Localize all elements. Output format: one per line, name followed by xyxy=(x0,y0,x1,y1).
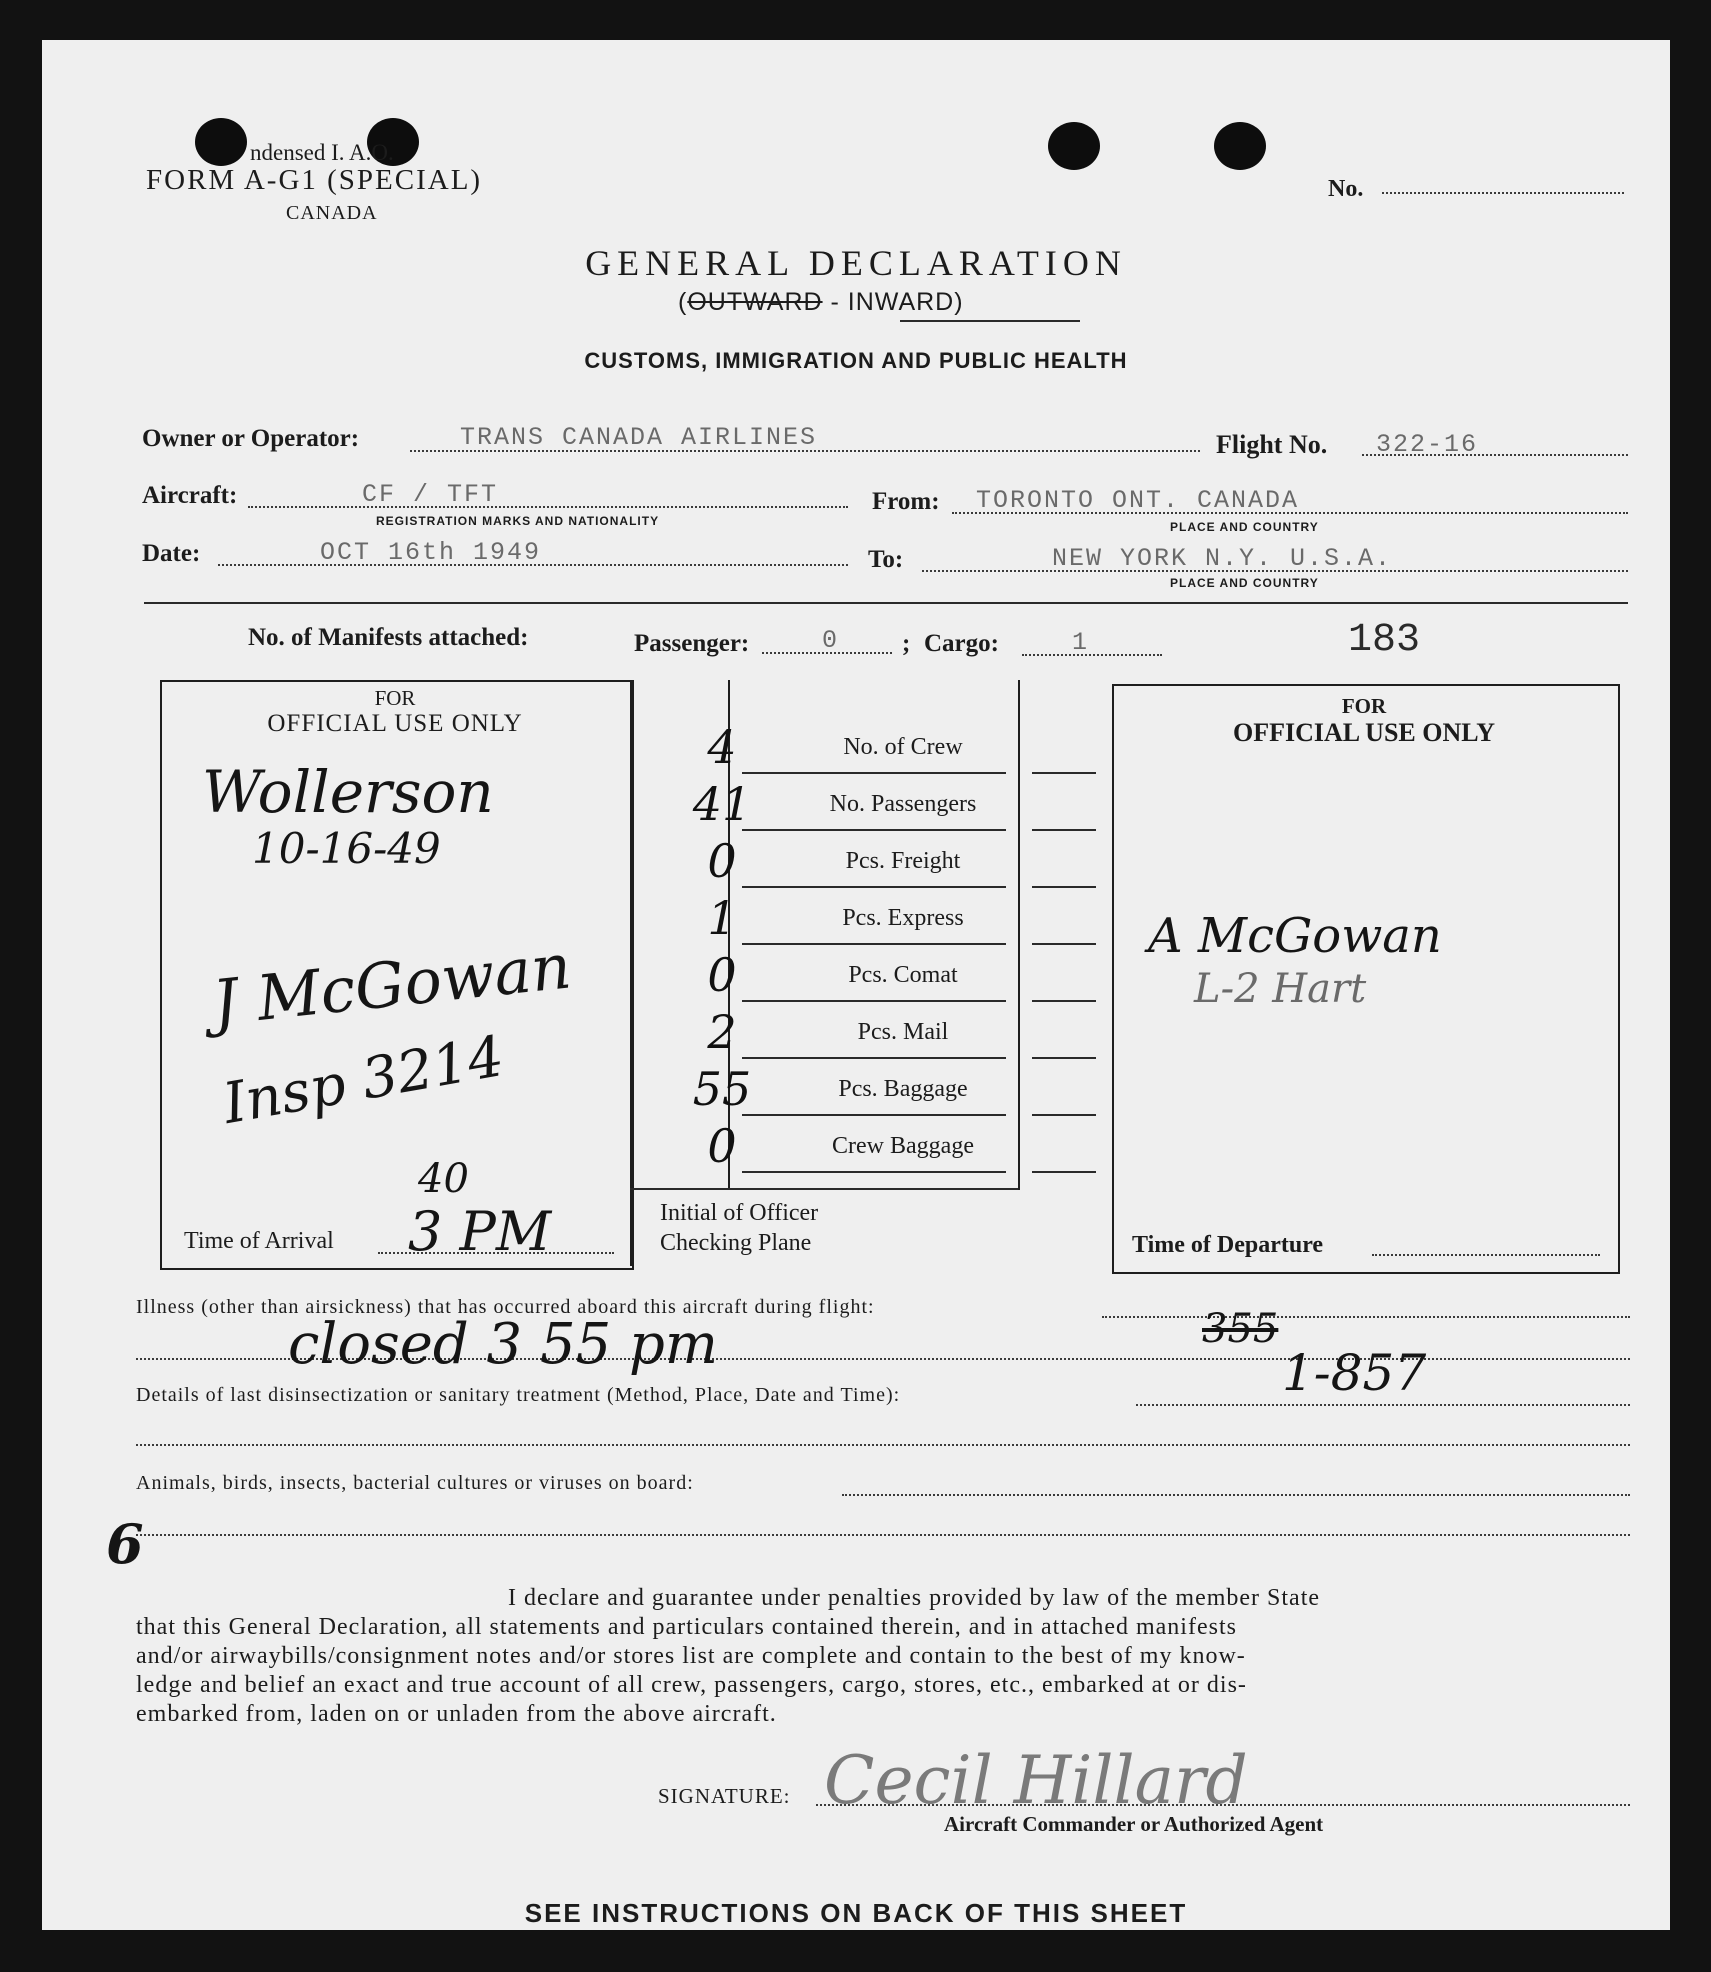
flight-label: Flight No. xyxy=(1216,430,1328,459)
footer-instructions: SEE INSTRUCTIONS ON BACK OF THIS SHEET xyxy=(524,1898,1188,1928)
from-caption: PLACE AND COUNTRY xyxy=(1170,520,1319,534)
aircraft-caption: REGISTRATION MARKS AND NATIONALITY xyxy=(376,514,660,528)
declaration-line3: and/or airwaybills/consignment notes and/or stores list are complete and contain to the best of my know- xyxy=(136,1643,1246,1669)
count-label: Pcs. Freight xyxy=(845,848,961,874)
disinsect-line xyxy=(1136,1404,1630,1406)
animals-line-2 xyxy=(136,1534,1630,1536)
outward-inward: (OUTWARD - INWARD) xyxy=(678,288,964,316)
count-row-blank xyxy=(1032,1114,1096,1116)
count-row-blank xyxy=(1032,772,1096,774)
passenger-label: Passenger: xyxy=(634,630,750,657)
owner-label: Owner or Operator: xyxy=(142,425,360,452)
header-divider xyxy=(144,602,1628,604)
count-label: Crew Baggage xyxy=(832,1133,974,1159)
date-label: Date: xyxy=(142,540,201,567)
declaration-form xyxy=(42,40,1670,1930)
aircraft-label: Aircraft: xyxy=(142,482,238,509)
count-label: Pcs. Comat xyxy=(848,962,958,988)
owner-value: TRANS CANADA AIRLINES xyxy=(460,423,818,452)
form-line3: CANADA xyxy=(286,202,378,224)
officer-signature-right: A McGowan xyxy=(1148,908,1442,964)
inspector-signature-1: Wollerson xyxy=(202,758,494,826)
count-row-blank xyxy=(1032,1057,1096,1059)
form-line2: FORM A-G1 (SPECIAL) xyxy=(146,164,483,196)
no-label: No. xyxy=(1328,176,1364,202)
count-value: 55 xyxy=(692,1062,752,1116)
initial-officer-line2: Checking Plane xyxy=(660,1230,812,1256)
count-row-line xyxy=(742,943,1006,945)
inspector-signature-2: J McGowan xyxy=(209,929,575,1040)
count-value: 0 xyxy=(707,948,737,1002)
count-row-line xyxy=(742,829,1006,831)
initial-officer-line1: Initial of Officer xyxy=(660,1200,819,1226)
count-row-blank xyxy=(1032,1000,1096,1002)
count-label: Pcs. Mail xyxy=(857,1019,949,1045)
cargo-line xyxy=(1022,654,1162,656)
officer-initials-right: L-2 Hart xyxy=(1194,966,1367,1012)
count-row-blank xyxy=(1032,1171,1096,1173)
count-row-line xyxy=(742,1057,1006,1059)
punch-hole xyxy=(1048,122,1100,170)
manifests-label: No. of Manifests attached: xyxy=(248,624,529,651)
cargo-label: Cargo: xyxy=(924,630,999,657)
animals-label: Animals, birds, insects, bacterial cultures or viruses on board: xyxy=(136,1472,694,1494)
count-value: 2 xyxy=(707,1005,737,1059)
declaration-line1: I declare and guarantee under penalties provided by law of the member State xyxy=(508,1585,1321,1611)
count-row-blank xyxy=(1032,886,1096,888)
inspector-id: Insp 3214 xyxy=(218,1023,509,1138)
subtitle: CUSTOMS, IMMIGRATION AND PUBLIC HEALTH xyxy=(584,348,1128,373)
departure-line xyxy=(1372,1254,1600,1256)
declaration-line5: embarked from, laden on or unladen from the above aircraft. xyxy=(136,1701,777,1727)
declaration-line4: ledge and belief an exact and true account of all crew, passengers, cargo, stores, etc., embarked at or dis- xyxy=(136,1672,1247,1698)
count-row-blank xyxy=(1032,943,1096,945)
disinsect-label: Details of last disinsectization or sanitary treatment (Method, Place, Date and Time): xyxy=(136,1384,901,1406)
count-value: 41 xyxy=(692,777,752,831)
form-line1: ndensed I. A.O. xyxy=(250,140,394,165)
aircraft-line xyxy=(248,506,848,508)
flight-value: 322-16 xyxy=(1376,430,1479,459)
from-label: From: xyxy=(872,488,940,515)
cargo-value: 1 xyxy=(1072,628,1090,657)
inward-underline xyxy=(900,320,1080,322)
departure-label: Time of Departure xyxy=(1132,1232,1324,1258)
count-label: Pcs. Express xyxy=(842,905,964,931)
page-title: GENERAL DECLARATION xyxy=(585,243,1127,283)
count-value: 0 xyxy=(707,834,737,888)
count-row-line xyxy=(742,772,1006,774)
punch-hole xyxy=(1214,122,1266,170)
count-row-line xyxy=(742,1114,1006,1116)
illness-line xyxy=(1102,1316,1630,1318)
outward-struck: OUTWARD xyxy=(687,288,823,316)
from-value: TORONTO ONT. CANADA xyxy=(976,486,1300,515)
inward-label: - INWARD xyxy=(830,288,955,316)
for-left: FOR xyxy=(374,686,416,710)
official-use-right-title: OFFICIAL USE ONLY xyxy=(1233,718,1495,747)
animals-line xyxy=(842,1494,1630,1496)
signer-caption: Aircraft Commander or Authorized Agent xyxy=(944,1812,1324,1836)
passenger-value: 0 xyxy=(822,626,840,655)
to-caption: PLACE AND COUNTRY xyxy=(1170,576,1319,590)
illness-label: Illness (other than airsickness) that has occurred aboard this aircraft during flight: xyxy=(136,1296,875,1318)
to-label: To: xyxy=(868,546,904,573)
time-note: 1-857 xyxy=(1282,1344,1427,1402)
count-row-line xyxy=(742,886,1006,888)
for-right: FOR xyxy=(1341,694,1387,718)
to-value: NEW YORK N.Y. U.S.A. xyxy=(1052,544,1393,573)
margin-mark: 6 xyxy=(106,1512,144,1576)
count-value: 0 xyxy=(707,1119,737,1173)
closed-note: closed 3 55 pm xyxy=(288,1312,718,1377)
count-label: No. Passengers xyxy=(829,791,977,817)
arrival-label: Time of Arrival xyxy=(184,1228,334,1254)
no-line xyxy=(1382,192,1624,194)
date-value: OCT 16th 1949 xyxy=(320,538,542,567)
aircraft-value: CF / TFT xyxy=(362,480,499,509)
inspection-date: 10-16-49 xyxy=(252,824,441,873)
disinsect-line-2 xyxy=(136,1444,1630,1446)
stamp-number: 183 xyxy=(1348,618,1421,663)
count-label: Pcs. Baggage xyxy=(838,1076,968,1102)
arrival-time: 3 PM xyxy=(408,1200,552,1263)
crossed-number: 355 xyxy=(1202,1306,1279,1352)
signature-label: SIGNATURE: xyxy=(658,1784,791,1808)
counts-bottom-line xyxy=(630,1188,1018,1190)
count-row-line xyxy=(742,1171,1006,1173)
counts-divider-left xyxy=(630,680,632,1266)
declaration-line2: that this General Declaration, all statements and particulars contained therein, and in attached manifests xyxy=(136,1614,1237,1640)
count-value: 1 xyxy=(707,891,737,945)
official-use-left-title: OFFICIAL USE ONLY xyxy=(267,710,523,737)
count-label: No. of Crew xyxy=(843,734,963,760)
count-value: 4 xyxy=(707,720,737,774)
punch-hole xyxy=(195,118,247,166)
manifest-separator: ; xyxy=(902,630,911,657)
arrival-time-top: 40 xyxy=(418,1156,469,1202)
count-row-line xyxy=(742,1000,1006,1002)
commander-signature: Cecil Hillard xyxy=(824,1742,1248,1819)
count-row-blank xyxy=(1032,829,1096,831)
